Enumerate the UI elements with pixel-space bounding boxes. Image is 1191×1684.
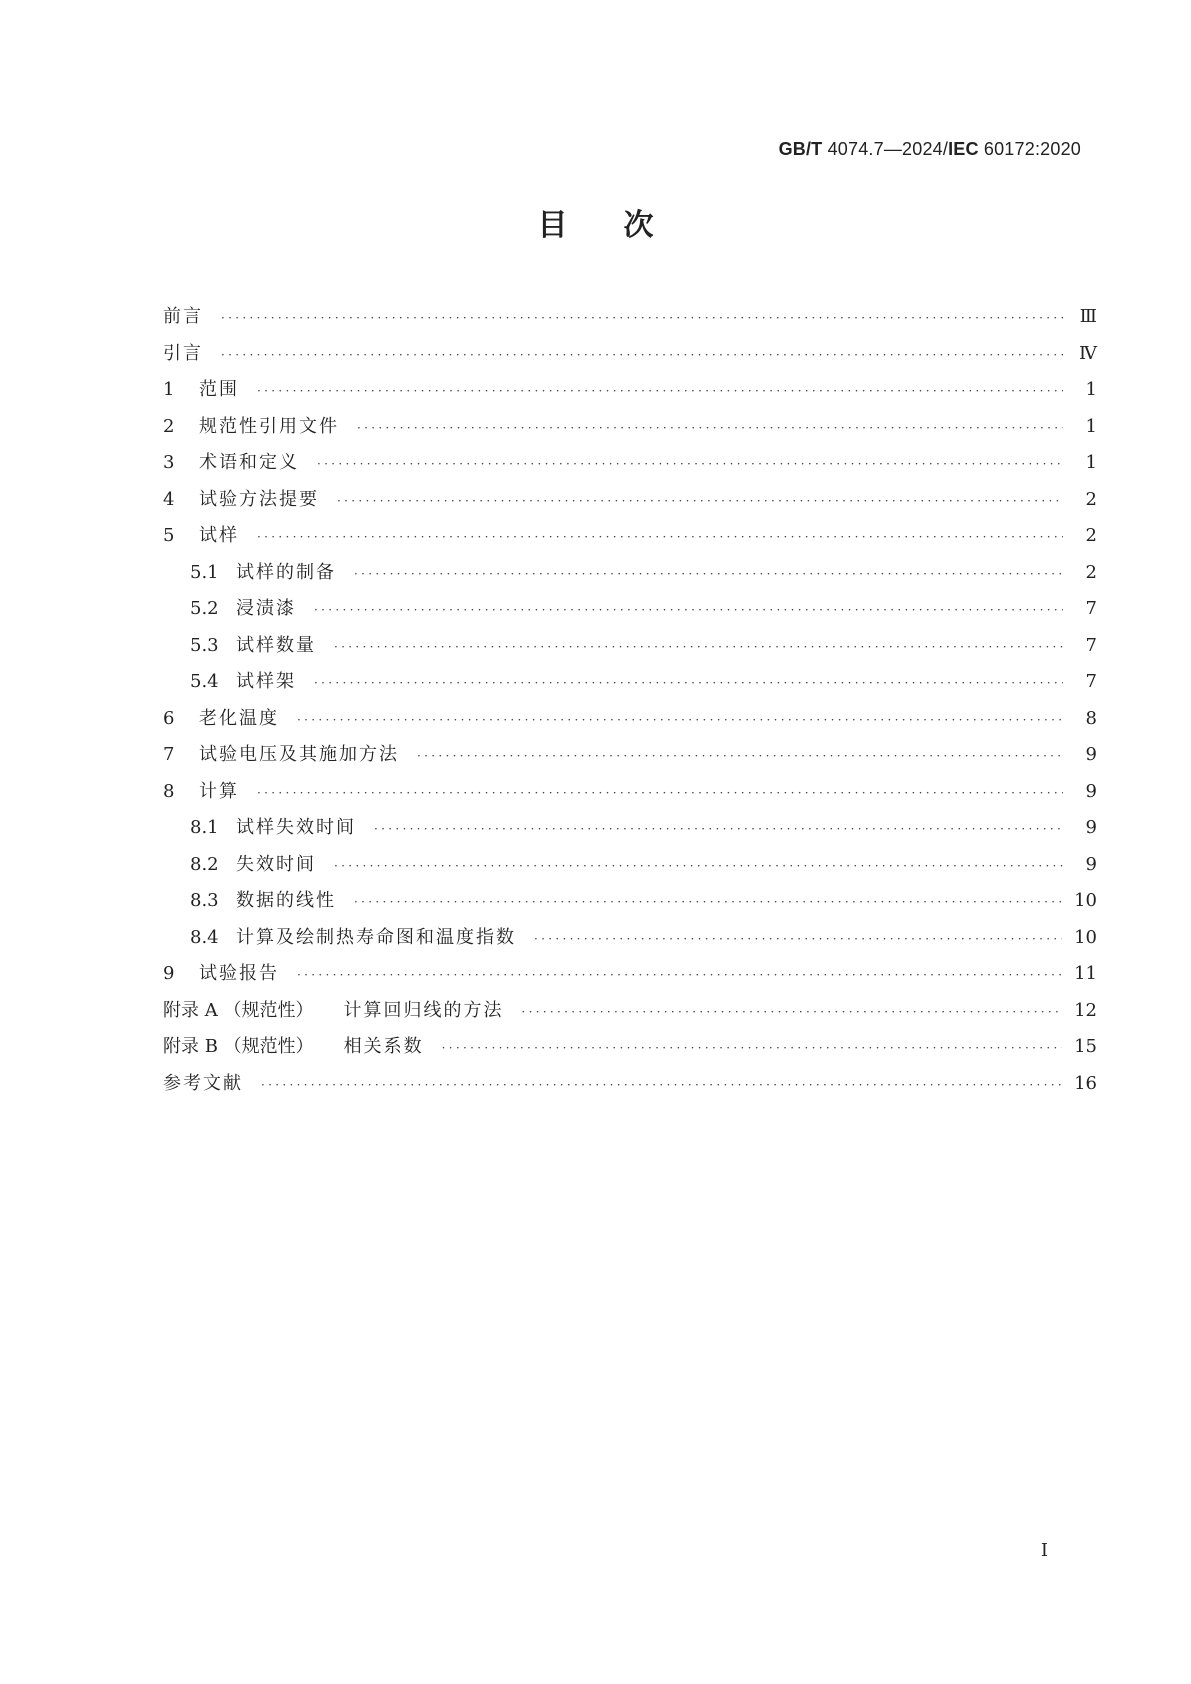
toc-entry[interactable] bbox=[163, 412, 1097, 449]
toc-entry[interactable] bbox=[163, 631, 1097, 668]
toc-entry-page: 8 bbox=[1085, 707, 1097, 729]
toc-entry-label: 相关系数 bbox=[343, 1036, 424, 1057]
toc-dot-leader bbox=[334, 640, 1063, 654]
toc-entry-label: 引言 bbox=[163, 342, 203, 364]
toc-entry-page: 9 bbox=[1085, 744, 1097, 765]
toc-entry[interactable] bbox=[163, 996, 1097, 1033]
toc-dot-leader bbox=[354, 895, 1062, 909]
toc-entry[interactable] bbox=[163, 667, 1097, 704]
toc-entry-label: 范围 bbox=[199, 379, 239, 400]
toc-entry-label: 试样 bbox=[199, 525, 239, 546]
toc-dot-leader bbox=[337, 494, 1063, 508]
toc-dot-leader bbox=[314, 603, 1063, 617]
toc-entry-label: 计算回归线的方法 bbox=[343, 999, 504, 1021]
toc-dot-leader bbox=[221, 311, 1063, 325]
toc-entry-number: 7 bbox=[163, 744, 175, 765]
toc-entry-label: 试验方法提要 bbox=[199, 488, 319, 510]
standard-code bbox=[779, 139, 1081, 160]
toc-entry-page: 15 bbox=[1074, 1036, 1097, 1057]
toc-dot-leader bbox=[314, 676, 1063, 690]
toc-entry-label: 试样失效时间 bbox=[236, 817, 356, 838]
toc-entry-page: 7 bbox=[1085, 634, 1097, 656]
toc-entry-page: 9 bbox=[1085, 853, 1097, 875]
toc-entry-number: 8 bbox=[163, 780, 175, 802]
toc-dot-leader bbox=[257, 530, 1063, 544]
toc-entry-number: 8.3 bbox=[190, 890, 219, 911]
standard-code-iec-number: 60172:2020 bbox=[978, 139, 1081, 159]
toc-entry-number: 6 bbox=[163, 707, 175, 729]
toc-entry-number: 附录 A （规范性） bbox=[163, 999, 314, 1021]
toc-entry-label: 试样数量 bbox=[236, 634, 316, 656]
toc-entry-label: 计算 bbox=[199, 780, 239, 802]
toc-entry-page: Ⅲ bbox=[1079, 306, 1097, 327]
toc-entry-label: 失效时间 bbox=[236, 853, 316, 875]
toc-dot-leader bbox=[354, 567, 1063, 581]
toc-entry[interactable] bbox=[163, 521, 1097, 558]
toc-entry-number: 9 bbox=[163, 963, 175, 984]
standard-code-iec: IEC bbox=[948, 139, 979, 159]
toc-entry-number: 8.1 bbox=[190, 817, 219, 838]
toc-entry-label: 试样架 bbox=[236, 671, 296, 692]
toc-entry-label: 试样的制备 bbox=[236, 561, 336, 583]
toc-entry-page: 12 bbox=[1074, 999, 1097, 1021]
toc-dot-leader bbox=[442, 1041, 1062, 1055]
toc-entry-page: 1 bbox=[1085, 415, 1097, 437]
toc-dot-leader bbox=[257, 786, 1063, 800]
toc-entry-label: 参考文献 bbox=[163, 1072, 243, 1094]
toc-entry[interactable] bbox=[163, 1032, 1097, 1069]
toc-entry[interactable] bbox=[163, 302, 1097, 339]
toc-entry-label: 规范性引用文件 bbox=[199, 415, 339, 437]
toc-entry-number: 5.3 bbox=[190, 634, 219, 656]
table-of-contents bbox=[163, 302, 1097, 1105]
toc-entry[interactable] bbox=[163, 594, 1097, 631]
toc-entry-page: 2 bbox=[1085, 488, 1097, 510]
toc-entry-number: 4 bbox=[163, 488, 175, 510]
toc-entry-number: 3 bbox=[163, 452, 175, 473]
toc-entry-page: 7 bbox=[1085, 598, 1097, 619]
toc-entry[interactable] bbox=[163, 777, 1097, 814]
toc-entry-number: 5 bbox=[163, 525, 175, 546]
toc-entry-label: 老化温度 bbox=[199, 707, 279, 729]
toc-entry-page: 7 bbox=[1085, 671, 1097, 692]
toc-entry-number: 1 bbox=[163, 379, 175, 400]
toc-entry[interactable] bbox=[163, 740, 1097, 777]
toc-entry[interactable] bbox=[163, 448, 1097, 485]
footer-page-number: Ⅰ bbox=[1040, 1540, 1048, 1561]
toc-entry-page: 11 bbox=[1074, 963, 1097, 984]
toc-entry[interactable] bbox=[163, 959, 1097, 996]
toc-entry-number: 2 bbox=[163, 415, 175, 437]
toc-entry-page: 2 bbox=[1085, 525, 1097, 546]
toc-entry[interactable] bbox=[163, 923, 1097, 960]
toc-entry-page: 10 bbox=[1074, 926, 1097, 948]
page-title: 目次 bbox=[537, 208, 710, 243]
toc-dot-leader bbox=[317, 457, 1063, 471]
toc-entry-number: 8.2 bbox=[190, 853, 219, 875]
toc-entry-number: 5.1 bbox=[190, 561, 219, 583]
toc-entry-number: 5.4 bbox=[190, 671, 219, 692]
toc-dot-leader bbox=[534, 932, 1062, 946]
toc-entry-label: 数据的线性 bbox=[236, 890, 336, 911]
toc-entry[interactable] bbox=[163, 1069, 1097, 1106]
toc-entry-page: 9 bbox=[1085, 817, 1097, 838]
toc-dot-leader bbox=[297, 713, 1063, 727]
toc-entry[interactable] bbox=[163, 850, 1097, 887]
toc-entry[interactable] bbox=[163, 339, 1097, 376]
toc-entry[interactable] bbox=[163, 558, 1097, 595]
toc-dot-leader bbox=[417, 749, 1063, 763]
toc-entry-label: 前言 bbox=[163, 306, 203, 327]
toc-entry-page: 10 bbox=[1074, 890, 1097, 911]
toc-dot-leader bbox=[221, 348, 1063, 362]
toc-entry[interactable] bbox=[163, 886, 1097, 923]
toc-entry-number: 附录 B （规范性） bbox=[163, 1036, 314, 1057]
toc-entry-label: 浸渍漆 bbox=[236, 598, 296, 619]
toc-dot-leader bbox=[357, 421, 1063, 435]
toc-entry-label: 试验报告 bbox=[199, 963, 279, 984]
toc-entry-page: 1 bbox=[1085, 452, 1097, 473]
toc-dot-leader bbox=[297, 968, 1062, 982]
standard-code-number: 4074.7—2024/ bbox=[822, 139, 949, 159]
toc-entry-label: 术语和定义 bbox=[199, 452, 299, 473]
toc-entry[interactable] bbox=[163, 375, 1097, 412]
toc-entry-number: 5.2 bbox=[190, 598, 219, 619]
toc-entry[interactable] bbox=[163, 813, 1097, 850]
toc-entry-number: 8.4 bbox=[190, 926, 219, 948]
toc-entry-page: 2 bbox=[1085, 561, 1097, 583]
toc-entry-label: 计算及绘制热寿命图和温度指数 bbox=[236, 926, 516, 948]
toc-entry-page: 1 bbox=[1085, 379, 1097, 400]
toc-dot-leader bbox=[521, 1005, 1062, 1019]
toc-entry-page: Ⅳ bbox=[1079, 342, 1097, 364]
toc-dot-leader bbox=[374, 822, 1063, 836]
toc-entry-label: 试验电压及其施加方法 bbox=[199, 744, 399, 765]
toc-dot-leader bbox=[261, 1078, 1062, 1092]
standard-code-prefix: GB/T bbox=[778, 139, 823, 159]
toc-dot-leader bbox=[334, 859, 1063, 873]
toc-entry[interactable] bbox=[163, 485, 1097, 522]
toc-entry-page: 16 bbox=[1074, 1072, 1097, 1094]
toc-entry[interactable] bbox=[163, 704, 1097, 741]
toc-entry-page: 9 bbox=[1085, 780, 1097, 802]
toc-dot-leader bbox=[257, 384, 1063, 398]
